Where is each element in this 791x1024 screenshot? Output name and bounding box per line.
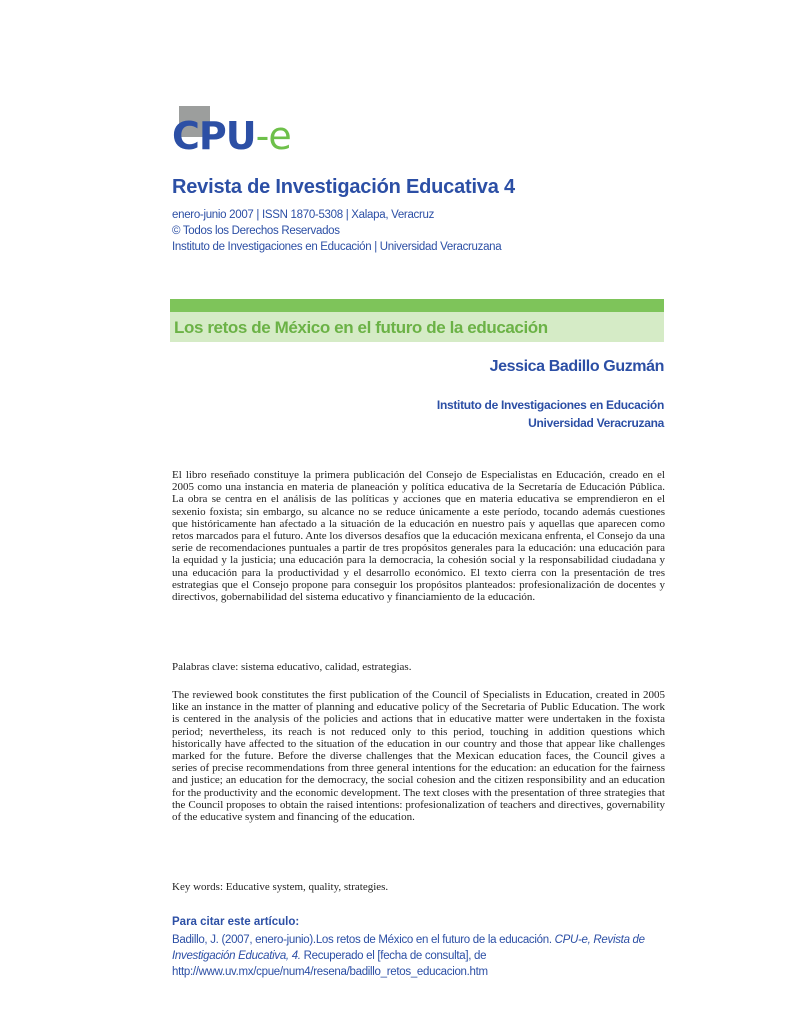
journal-title: Revista de Investigación Educativa 4	[172, 176, 515, 198]
logo-e-text: -e	[255, 114, 291, 158]
citation-journal: CPU-e, Revista de Investigación Educativa, 4.	[172, 934, 645, 962]
article-title-bar	[170, 299, 664, 312]
journal-meta	[172, 207, 672, 255]
affiliation-institute: Instituto de Investigaciones en Educación	[436, 398, 664, 412]
copyright-line: © Todos los Derechos Reservados	[172, 225, 340, 237]
author-affiliation	[437, 396, 664, 432]
institution-line: Instituto de Investigaciones en Educación | Universidad Veracruzana	[172, 241, 502, 253]
abstract-spanish: El libro reseñado constituye la primera publicación del Consejo de Especialistas en Educación, creado en el 2005 como una instancia en materia de planeación y política educativa de la Secretaría de Educación Pública. La obra se centra en el análisis de las políticas y acciones que en materia educativa se emprendieron en el sexenio foxista; sin embargo, su alcance no se reduce únicamente a este período, tocando además cuestiones que históricamente han afectado a la situación de la educación en nuestro país y aquellas que aparecen como retos marcados para el futuro. Ante los diversos desafíos que la educación mexicana enfrenta, el Consejo da una serie de recomendaciones puntuales a partir de tres propósitos generales para la educación: una educación para la equidad y la justicia; una educación para la democracia, la cohesión social y la responsabilidad ciudadana y una educación para la productividad y el desarrollo económico. El texto cierra con la presentación de tres estrategias que el Consejo propone para conseguir los propósitos planteados: profesionalización de docentes y directivos, gobernabilidad del sistema educativo y financiamiento de la educación.	[172, 469, 665, 604]
journal-issue-line: enero-junio 2007 | ISSN 1870-5308 | Xalapa, Veracruz	[172, 209, 435, 221]
abstract-english: The reviewed book constitutes the first publication of the Council of Specialists in Education, created in 2005 like an instance in the matter of planning and educative policy of the Secretaria of Public Education. The work is centered in the analysis of the policies and actions that in educative matter were undertaken in the foxista period; nevertheless, its reach is not reduced only to this period, touching in addition questions which historically have affected to the situation of the education in our country and those that appear like challenges marked for the future. Before the diverse challenges that the Mexican education faces, the Council gives a series of precise recommendations from three general intentions for the education: an education for the fairness and justice; an education for the democracy, the social cohesion and the citizen responsibility and an education for the productivity and the economic development. The text closes with the presentation of three strategies that the Council proposes to obtain the raised intentions: profesionalization of teachers and directives, governability of the educative system and financing of the education.	[172, 689, 665, 824]
citation-part-2[interactable]: Recuperado el [fecha de consulta], de http://www.uv.mx/cpue/num4/resena/badillo_retos_educacion.htm	[172, 950, 488, 978]
citation-text	[172, 932, 668, 980]
journal-logo	[172, 106, 312, 166]
keywords-english: Key words: Educative system, quality, strategies.	[172, 881, 389, 893]
citation-part-1: Badillo, J. (2007, enero-junio).Los retos de México en el futuro de la educación.	[172, 934, 555, 946]
logo-wordmark	[172, 113, 291, 159]
article-title: Los retos de México en el futuro de la educación	[174, 318, 548, 337]
affiliation-university: Universidad Veracruzana	[528, 416, 664, 430]
citation-label: Para citar este artículo:	[172, 916, 300, 928]
keywords-spanish: Palabras clave: sistema educativo, calidad, estrategias.	[172, 661, 412, 673]
logo-cpu-text: CPU	[172, 114, 256, 158]
author-name: Jessica Badillo Guzmán	[489, 358, 664, 375]
